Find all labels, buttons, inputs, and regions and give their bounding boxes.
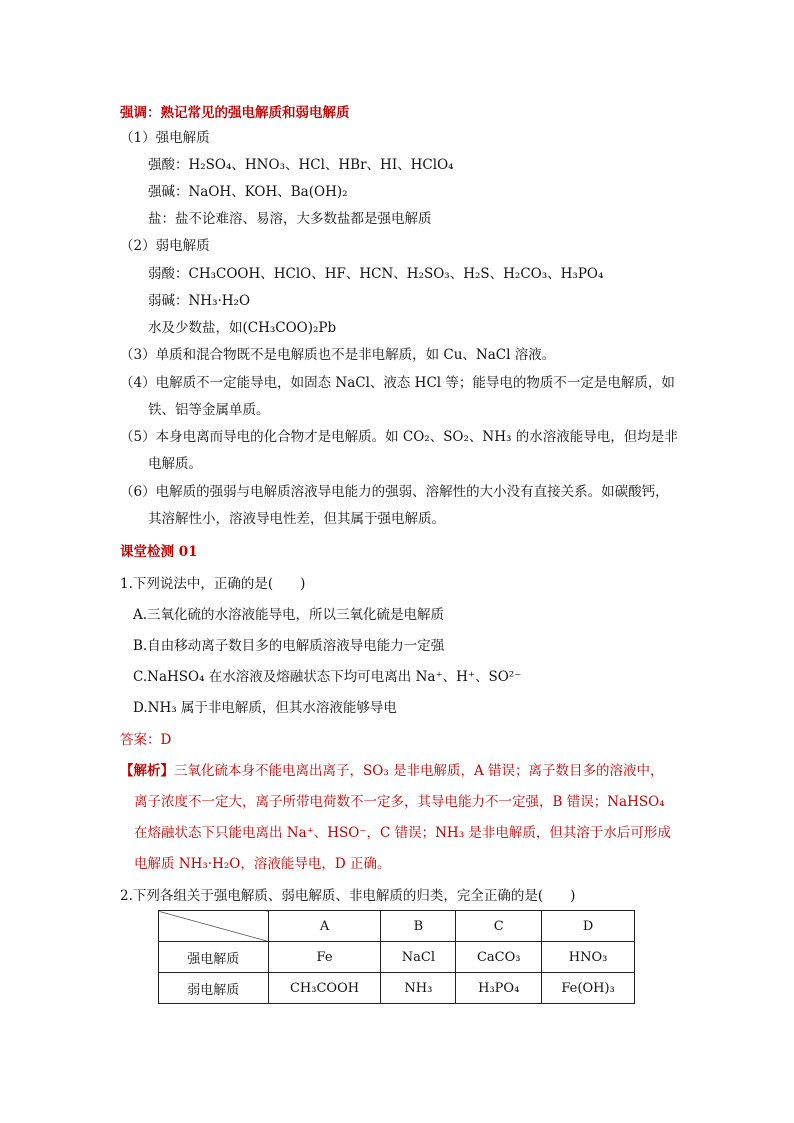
table-cell: CH₃COOH xyxy=(268,973,381,1004)
row-label: 强电解质 xyxy=(159,942,269,973)
table-row xyxy=(159,942,635,973)
question-2-stem: 2.下列各组关于强电解质、弱电解质、非电解质的归类，完全正确的是( ) xyxy=(120,888,576,904)
table-header-cell: C xyxy=(456,911,542,942)
question-1-option-d: D.NH₃ 属于非电解质，但其水溶液能够导电 xyxy=(133,700,397,716)
strong-bases: 强碱：NaOH、KOH、Ba(OH)₂ xyxy=(148,184,348,200)
table-header-cell: B xyxy=(381,911,456,942)
note-6-line2: 其溶解性小，溶液导电性差，但其属于强电解质。 xyxy=(148,511,445,527)
question-1-analysis-line4: 电解质 NH₃·H₂O，溶液能导电，D 正确。 xyxy=(134,856,391,872)
question-1-analysis-line2: 离子浓度不一定大，离子所带电荷数不一定多，其导电能力不一定强，B 错误；NaHSO₄ xyxy=(134,794,665,810)
table-header-row xyxy=(159,911,635,942)
weak-bases: 弱碱：NH₃·H₂O xyxy=(148,293,251,309)
analysis-text-1: 三氧化硫本身不能电离出离子，SO₃ 是非电解质，A 错误；离子数目多的溶液中， xyxy=(174,763,664,779)
table-header-cell: D xyxy=(542,911,635,942)
table-cell: NH₃ xyxy=(381,973,456,1004)
section-heading: 强调：熟记常见的强电解质和弱电解质 xyxy=(120,105,350,121)
weak-electrolyte-title: （2）弱电解质 xyxy=(120,238,210,254)
question-1-analysis-line3: 在熔融状态下只能电离出 Na⁺、HSO⁻，C 错误；NH₃ 是非电解质，但其溶于水后可形成 xyxy=(134,825,671,841)
note-4-line2: 铁、铝等金属单质。 xyxy=(148,402,270,418)
question-1-stem: 1.下列说法中，正确的是( ) xyxy=(120,576,306,592)
analysis-tag: 【解析】 xyxy=(120,763,174,779)
table-row xyxy=(159,973,635,1004)
strong-electrolyte-title: （1）强电解质 xyxy=(120,130,210,146)
table-cell: HNO₃ xyxy=(542,942,635,973)
note-6-line1: （6）电解质的强弱与电解质溶液导电能力的强弱、溶解性的大小没有直接关系。如碳酸钙， xyxy=(120,484,669,500)
table-cell: Fe xyxy=(268,942,381,973)
note-5-line2: 电解质。 xyxy=(148,456,202,472)
question-1-option-c: C.NaHSO₄ 在水溶液及熔融状态下均可电离出 Na⁺、H⁺、SO²⁻ xyxy=(133,669,522,685)
table-cell: Fe(OH)₃ xyxy=(542,973,635,1004)
question-1-option-b: B.自由移动离子数目多的电解质溶液导电能力一定强 xyxy=(133,638,445,654)
question-1-option-a: A.三氧化硫的水溶液能导电，所以三氧化硫是电解质 xyxy=(133,607,445,623)
quiz-section-title: 课堂检测 01 xyxy=(120,544,198,560)
note-3: （3）单质和混合物既不是电解质也不是非电解质，如 Cu、NaCl 溶液。 xyxy=(120,347,556,363)
table-header-cell: A xyxy=(268,911,381,942)
table-cell: H₃PO₄ xyxy=(456,973,542,1004)
note-5-line1: （5）本身电离而导电的化合物才是电解质。如 CO₂、SO₂、NH₃ 的水溶液能导电，但均是非 xyxy=(120,429,678,445)
strong-acids: 强酸：H₂SO₄、HNO₃、HCl、HBr、HI、HClO₄ xyxy=(148,157,454,173)
question-1-analysis-line1 xyxy=(120,762,664,780)
strong-salts: 盐：盐不论难溶、易溶，大多数盐都是强电解质 xyxy=(148,211,432,227)
classification-table xyxy=(158,910,635,1004)
note-4-line1: （4）电解质不一定能导电，如固态 NaCl、液态 HCl 等；能导电的物质不一定是电解质，如 xyxy=(120,375,675,391)
table-cell: CaCO₃ xyxy=(456,942,542,973)
row-label: 弱电解质 xyxy=(159,973,269,1004)
diagonal-corner-cell xyxy=(159,911,269,942)
weak-acids: 弱酸：CH₃COOH、HClO、HF、HCN、H₂SO₃、H₂S、H₂CO₃、H₃PO₄ xyxy=(148,266,604,282)
table-cell: NaCl xyxy=(381,942,456,973)
weak-others: 水及少数盐，如(CH₃COO)₂Pb xyxy=(148,320,337,336)
question-1-answer: 答案：D xyxy=(120,732,172,748)
